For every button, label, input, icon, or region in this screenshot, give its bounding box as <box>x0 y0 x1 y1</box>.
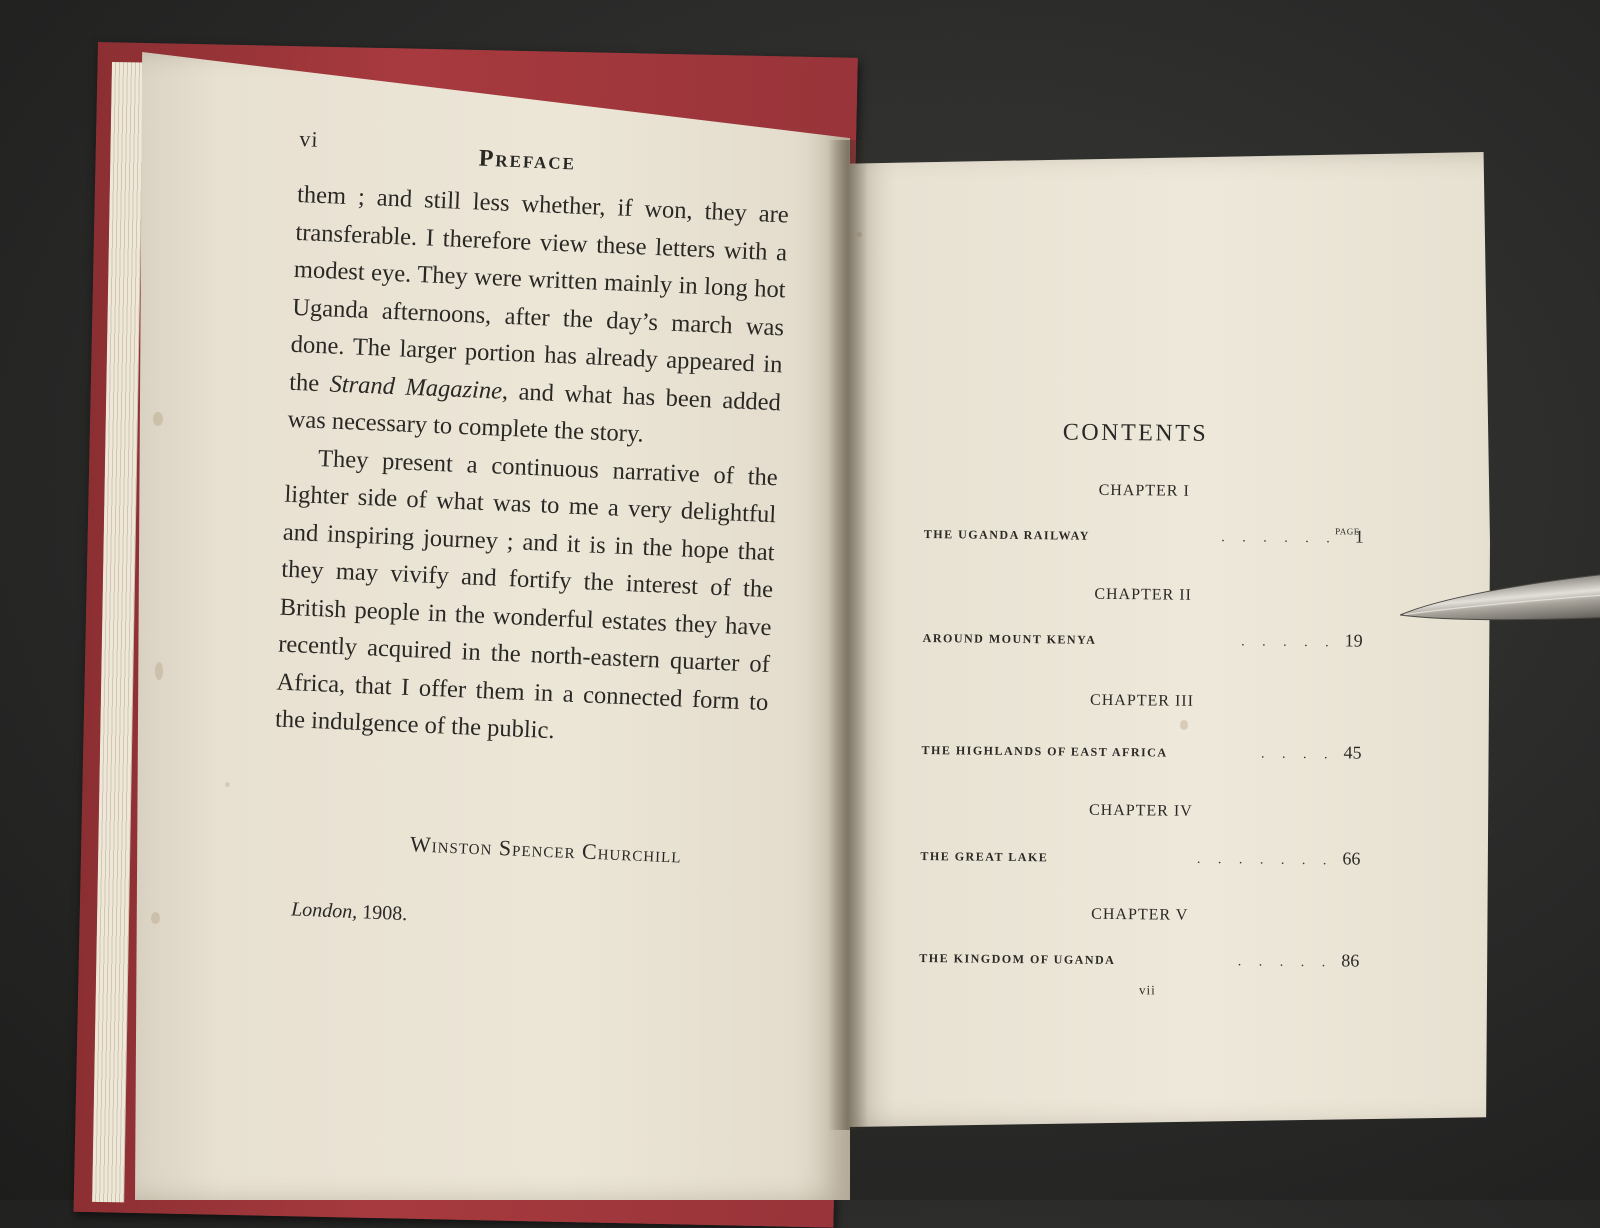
foxing-spot <box>225 782 230 787</box>
chapter-heading: CHAPTER I <box>1098 481 1190 500</box>
foxing-spot <box>1180 720 1188 730</box>
chapter-heading: CHAPTER II <box>1094 585 1193 604</box>
chapter-page-number: 86 <box>1341 950 1360 971</box>
dot-leader: . . . . . <box>1241 634 1329 651</box>
chapter-title: AROUND MOUNT KENYA <box>922 630 1097 647</box>
dateline-year: 1908. <box>361 901 408 926</box>
foxing-spot <box>153 412 163 426</box>
page-number-right: vii <box>1138 982 1156 998</box>
magazine-title: Strand Magazine <box>329 369 503 405</box>
chapter-title: THE HIGHLANDS OF EAST AFRICA <box>921 742 1168 760</box>
dot-leader: . . . . <box>1260 746 1328 763</box>
foxing-spot <box>151 912 160 924</box>
chapter-page-number: 66 <box>1342 848 1361 869</box>
chapter-page-number: 1 <box>1354 526 1364 547</box>
chapter-title: THE KINGDOM OF UGANDA <box>919 950 1116 968</box>
foxing-spot <box>155 662 163 680</box>
preface-paragraph <box>287 176 790 459</box>
chapter-heading: CHAPTER III <box>1090 691 1195 710</box>
gutter-shadow <box>828 140 868 1130</box>
chapter-heading: CHAPTER IV <box>1088 801 1193 820</box>
page-column-label: PAGE <box>1335 526 1360 537</box>
preface-body <box>274 176 789 759</box>
chapter-heading: CHAPTER V <box>1091 905 1189 924</box>
chapter-title: THE UGANDA RAILWAY <box>923 526 1091 543</box>
dot-leader: . . . . . . . <box>1196 851 1327 869</box>
paragraph-text: , and what has been added was necessary to complete the story. <box>287 377 782 448</box>
preface-paragraph: They present a continuous narrative of the lighter side of what was to me a very delightful and inspiring journey ; and it is in the hope that they may vivify and fortify the interest of the British people in the wonderful estates they have recently acquired in the north-eastern quarter of Africa, that I offer them in a connected form to the indulgence of the public. <box>274 444 779 745</box>
author-signature: Winston Spencer Churchill <box>409 831 683 868</box>
dateline-place: London, <box>290 898 358 924</box>
chapter-page-number: 45 <box>1343 742 1362 763</box>
paragraph-text: them ; and still less whether, if won, they are transferable. I therefore view these letters with a modest eye. They were written mainly in long hot Uganda afternoons, after the day’s march was done. The larger portion has already appeared in the <box>288 180 790 397</box>
dot-leader: . . . . . <box>1237 954 1326 971</box>
dot-leader: . . . . . . <box>1221 530 1330 547</box>
chapter-page-number: 19 <box>1344 630 1363 651</box>
dateline <box>291 898 408 926</box>
chapter-title: THE GREAT LAKE <box>920 848 1049 865</box>
page-number-left: vi <box>298 126 320 152</box>
contents-title: CONTENTS <box>1062 419 1209 447</box>
running-head: Preface <box>478 145 577 176</box>
